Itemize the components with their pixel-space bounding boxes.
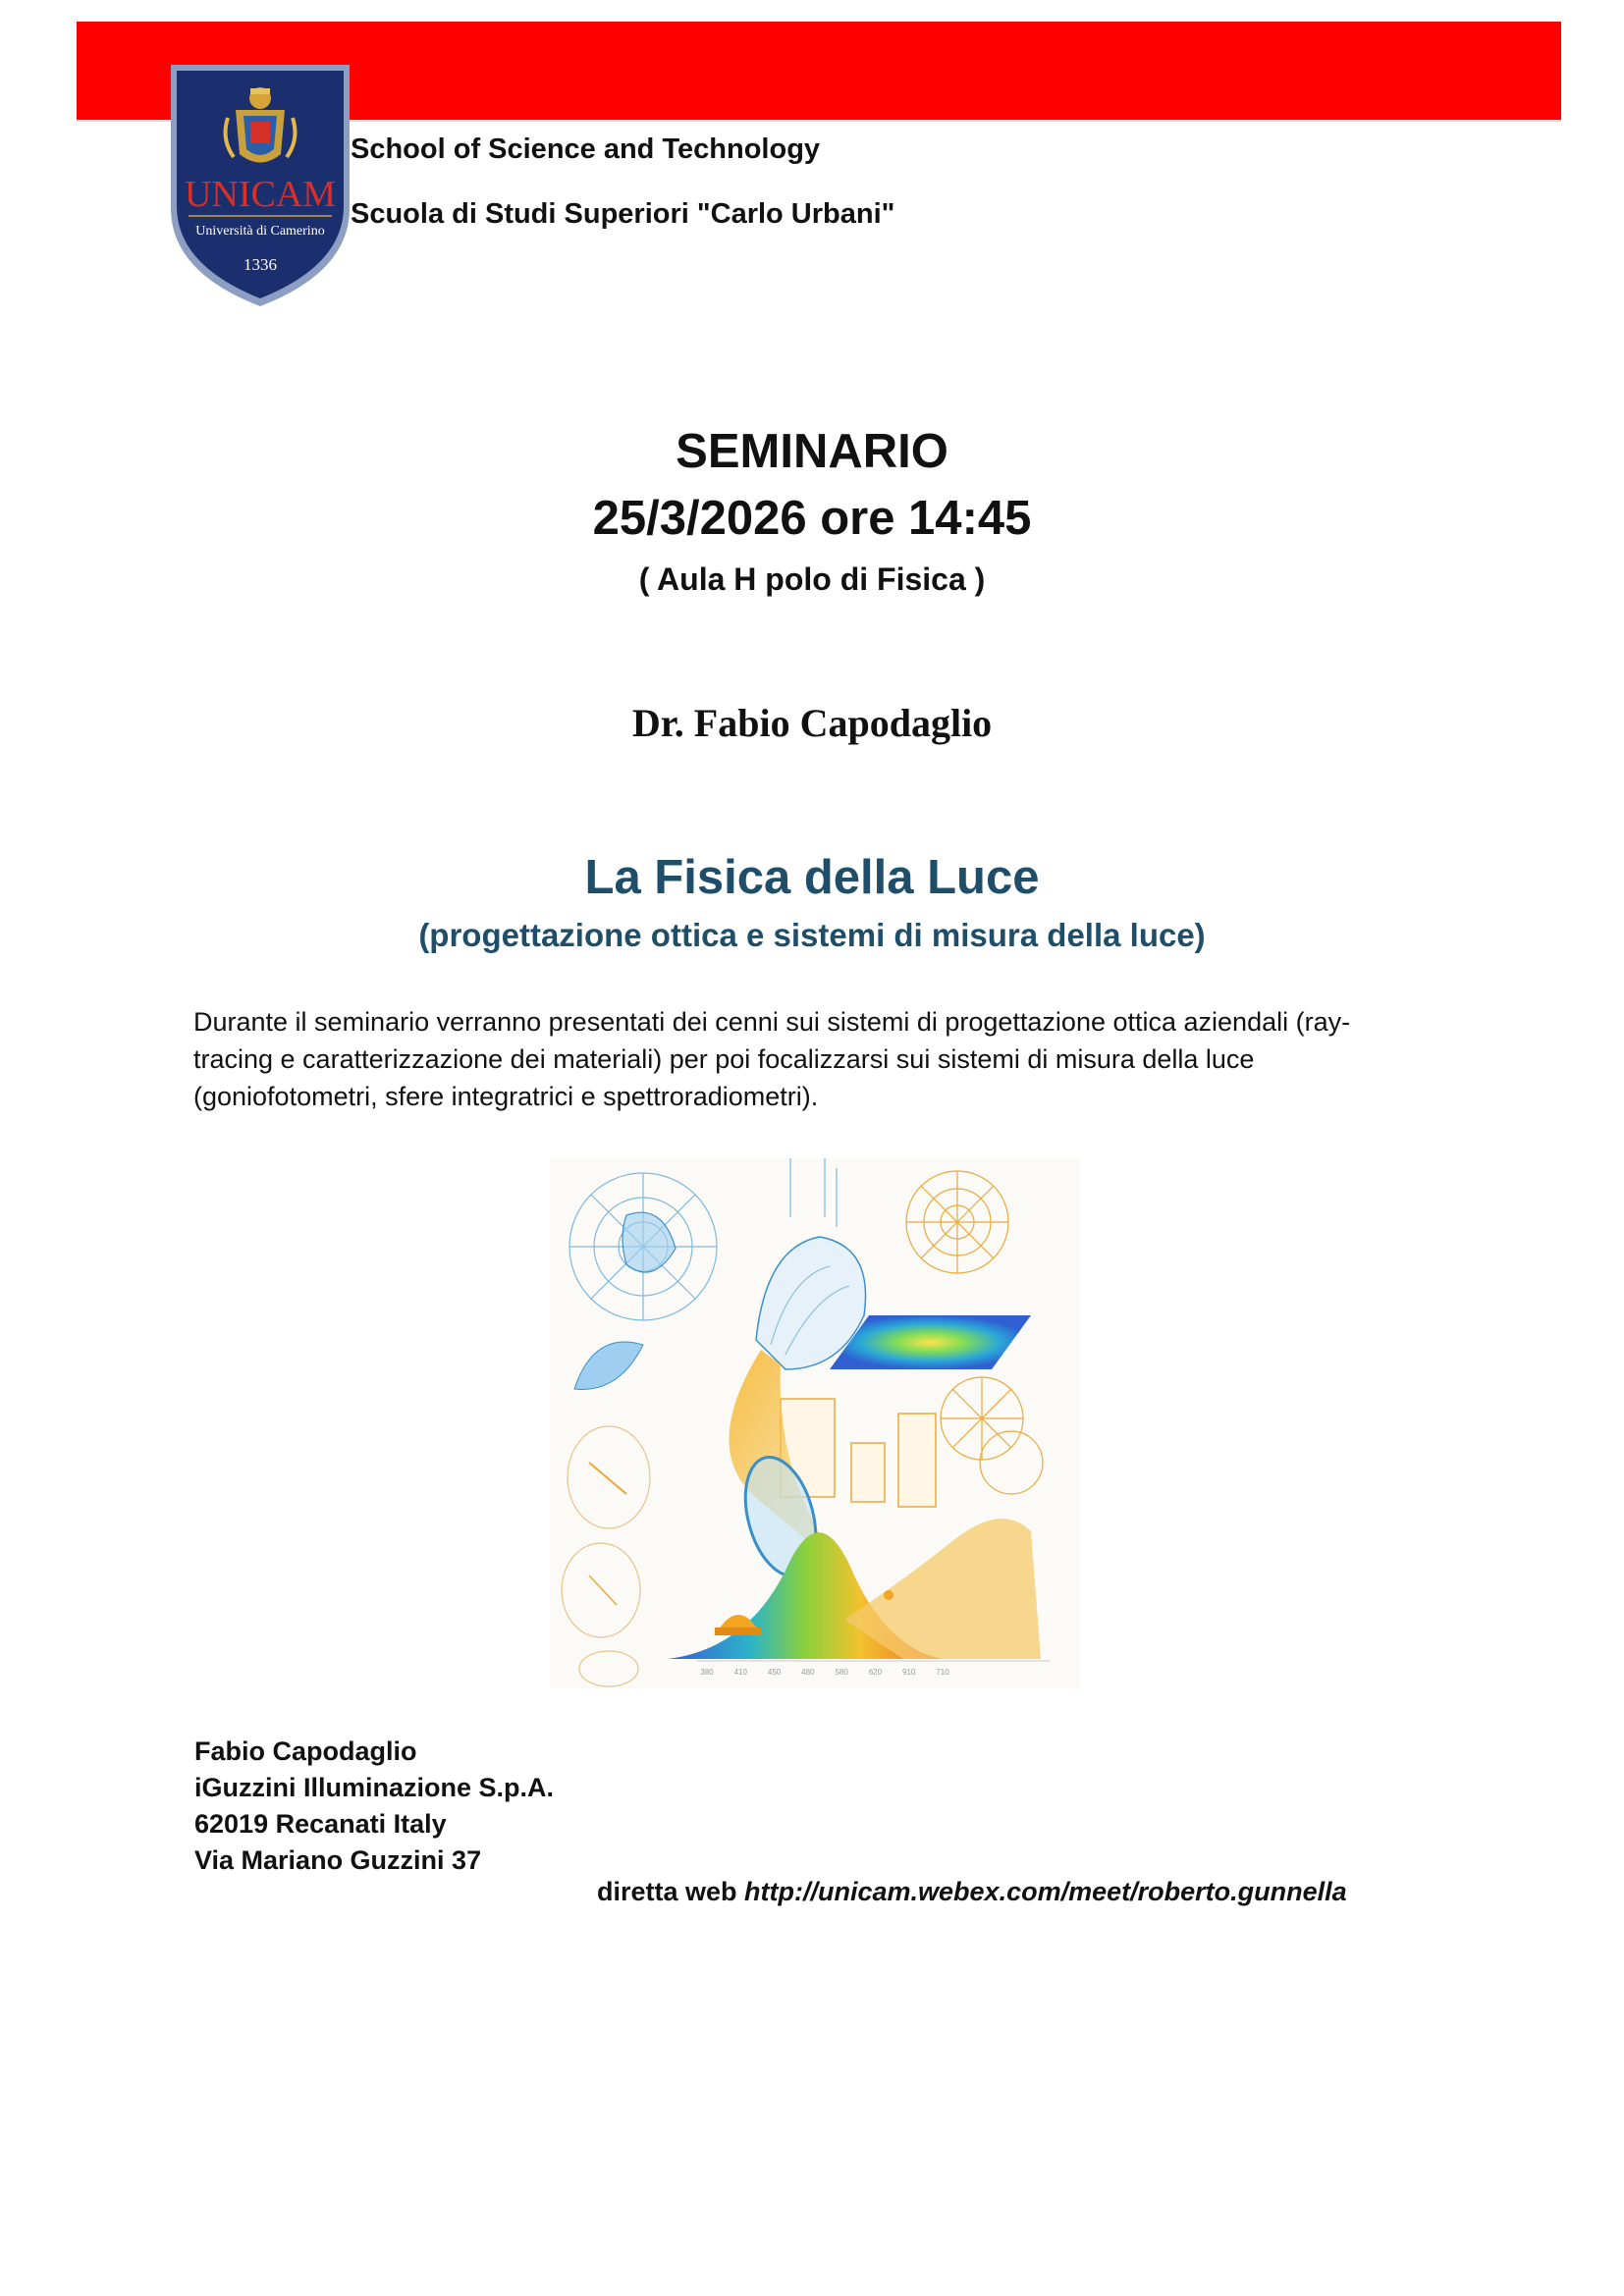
school-name: School of Science and Technology (351, 133, 821, 165)
contact-name: Fabio Capodaglio (194, 1736, 417, 1766)
wavelength-tick-380: 380 (700, 1668, 714, 1677)
logo-name: UNICAM (184, 174, 337, 215)
contact-street: Via Mariano Guzzini 37 (194, 1845, 482, 1875)
talk-subtitle: (progettazione ottica e sistemi di misura della luce) (418, 917, 1206, 953)
wavelength-tick-450: 450 (767, 1668, 782, 1677)
talk-title: La Fisica della Luce (584, 851, 1040, 904)
event-type: SEMINARIO (676, 425, 948, 478)
unicam-logo (167, 61, 353, 311)
optics-illustration (550, 1158, 1080, 1688)
wavelength-tick-480: 480 (801, 1668, 815, 1677)
orange-polar-icon (906, 1171, 1008, 1273)
logo-year: 1336 (244, 255, 277, 274)
abstract-text: Durante il seminario verranno presentati dei cenni sui sistemi di progettazione ottica aziendali (ray-tracing e caratterizzazione dei materiali) per poi focalizzarsi sui sistemi di misura della luce (goniofotometri, sfere integratrici e spettroradiometri). (193, 1007, 1351, 1111)
wavelength-tick-580: 580 (835, 1668, 848, 1677)
wavelength-tick-910: 910 (902, 1668, 916, 1677)
live-stream-link[interactable]: http://unicam.webex.com/meet/roberto.gunnella (744, 1877, 1347, 1906)
event-location: ( Aula H polo di Fisica ) (638, 561, 986, 597)
contact-company: iGuzzini Illuminazione S.p.A. (194, 1773, 555, 1802)
event-datetime: 25/3/2026 ore 14:45 (592, 492, 1032, 545)
graduate-school-name: Scuola di Studi Superiori "Carlo Urbani" (351, 198, 895, 230)
wavelength-tick-710: 710 (936, 1668, 949, 1677)
contact-block (194, 1734, 554, 1879)
polar-grid-icon (569, 1173, 717, 1320)
wavelength-tick-620: 620 (868, 1668, 883, 1677)
wavelength-tick-410: 410 (733, 1668, 747, 1677)
speaker-name: Dr. Fabio Capodaglio (631, 701, 993, 745)
contact-city: 62019 Recanati Italy (194, 1809, 447, 1839)
live-stream-label: diretta web (597, 1877, 745, 1906)
logo-subtitle: Università di Camerino (195, 224, 325, 239)
live-stream-line (597, 1877, 1347, 1907)
